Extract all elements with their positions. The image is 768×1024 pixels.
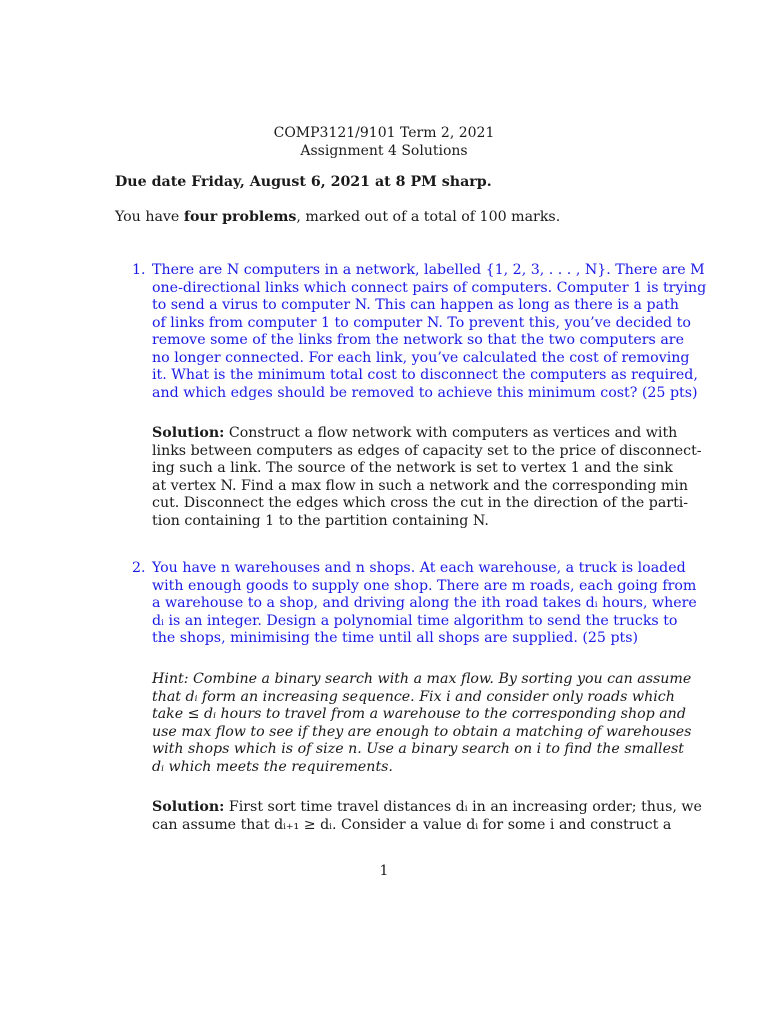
solution-line: links between computers as edges of capacity set to the price of disconnect- (152, 442, 702, 459)
question-line: no longer connected. For each link, you’ve calculated the cost of removing (152, 349, 690, 366)
question-line: with enough goods to supply one shop. There are m roads, each going from (152, 577, 697, 594)
question-line: remove some of the links from the network so that the two computers are (152, 332, 684, 348)
problem-number: 2. (132, 560, 146, 576)
question-line: to send a virus to computer N. This can happen as long as there is a path (152, 297, 679, 313)
solution-label: Solution: (152, 425, 225, 441)
hint-line: that dᵢ form an increasing sequence. Fix i and consider only roads which (152, 688, 675, 705)
problem-number: 1. (132, 262, 146, 278)
question-line: and which edges should be removed to achieve this minimum cost? (25 pts) (152, 384, 698, 401)
question-line: There are N computers in a network, labelled {1, 2, 3, . . . , N}. There are M (152, 262, 705, 278)
question-line: dᵢ is an integer. Design a polynomial time algorithm to send the trucks to (152, 612, 678, 629)
solution-line: Solution: Construct a flow network with computers as vertices and with (152, 425, 678, 441)
solution-line: ing such a link. The source of the network is set to vertex 1 and the sink (152, 460, 673, 476)
solution-line: at vertex N. Find a max flow in such a network and the corresponding min (152, 477, 689, 494)
hint-line: Hint: Combine a binary search with a max flow. By sorting you can assume (152, 671, 692, 687)
hint-line: use max flow to see if they are enough to obtain a matching of warehouses (152, 723, 692, 740)
course-header: COMP3121/9101 Term 2, 2021 (273, 125, 495, 141)
solution-label: Solution: (152, 799, 225, 815)
solution-line: cut. Disconnect the edges which cross the cut in the direction of the parti- (152, 495, 689, 511)
hint-line: with shops which is of size n. Use a binary search on i to find the smallest (152, 741, 684, 757)
question-line: You have n warehouses and n shops. At each warehouse, a truck is loaded (152, 560, 686, 576)
question-line: it. What is the minimum total cost to disconnect the computers as required, (152, 367, 698, 383)
hint-line: dᵢ which meets the requirements. (152, 758, 393, 775)
solution-line: Solution: First sort time travel distances dᵢ in an increasing order; thus, we (152, 799, 702, 815)
page-number: 1 (379, 863, 389, 879)
question-line: the shops, minimising the time until all shops are supplied. (25 pts) (152, 630, 639, 646)
document-title: Assignment 4 Solutions (300, 143, 468, 159)
solution-line: tion containing 1 to the partition containing N. (152, 512, 489, 529)
intro-text: You have four problems, marked out of a total of 100 marks. (115, 209, 561, 225)
due-date: Due date Friday, August 6, 2021 at 8 PM sharp. (115, 174, 492, 190)
question-line: a warehouse to a shop, and driving along the ith road takes dᵢ hours, where (152, 595, 697, 611)
question-line: of links from computer 1 to computer N. To prevent this, you’ve decided to (152, 314, 691, 331)
solution-line: can assume that dᵢ₊₁ ≥ dᵢ. Consider a value dᵢ for some i and construct a (152, 816, 672, 833)
hint-line: take ≤ dᵢ hours to travel from a warehouse to the corresponding shop and (152, 706, 686, 722)
question-line: one-directional links which connect pairs of computers. Computer 1 is trying (152, 279, 707, 296)
